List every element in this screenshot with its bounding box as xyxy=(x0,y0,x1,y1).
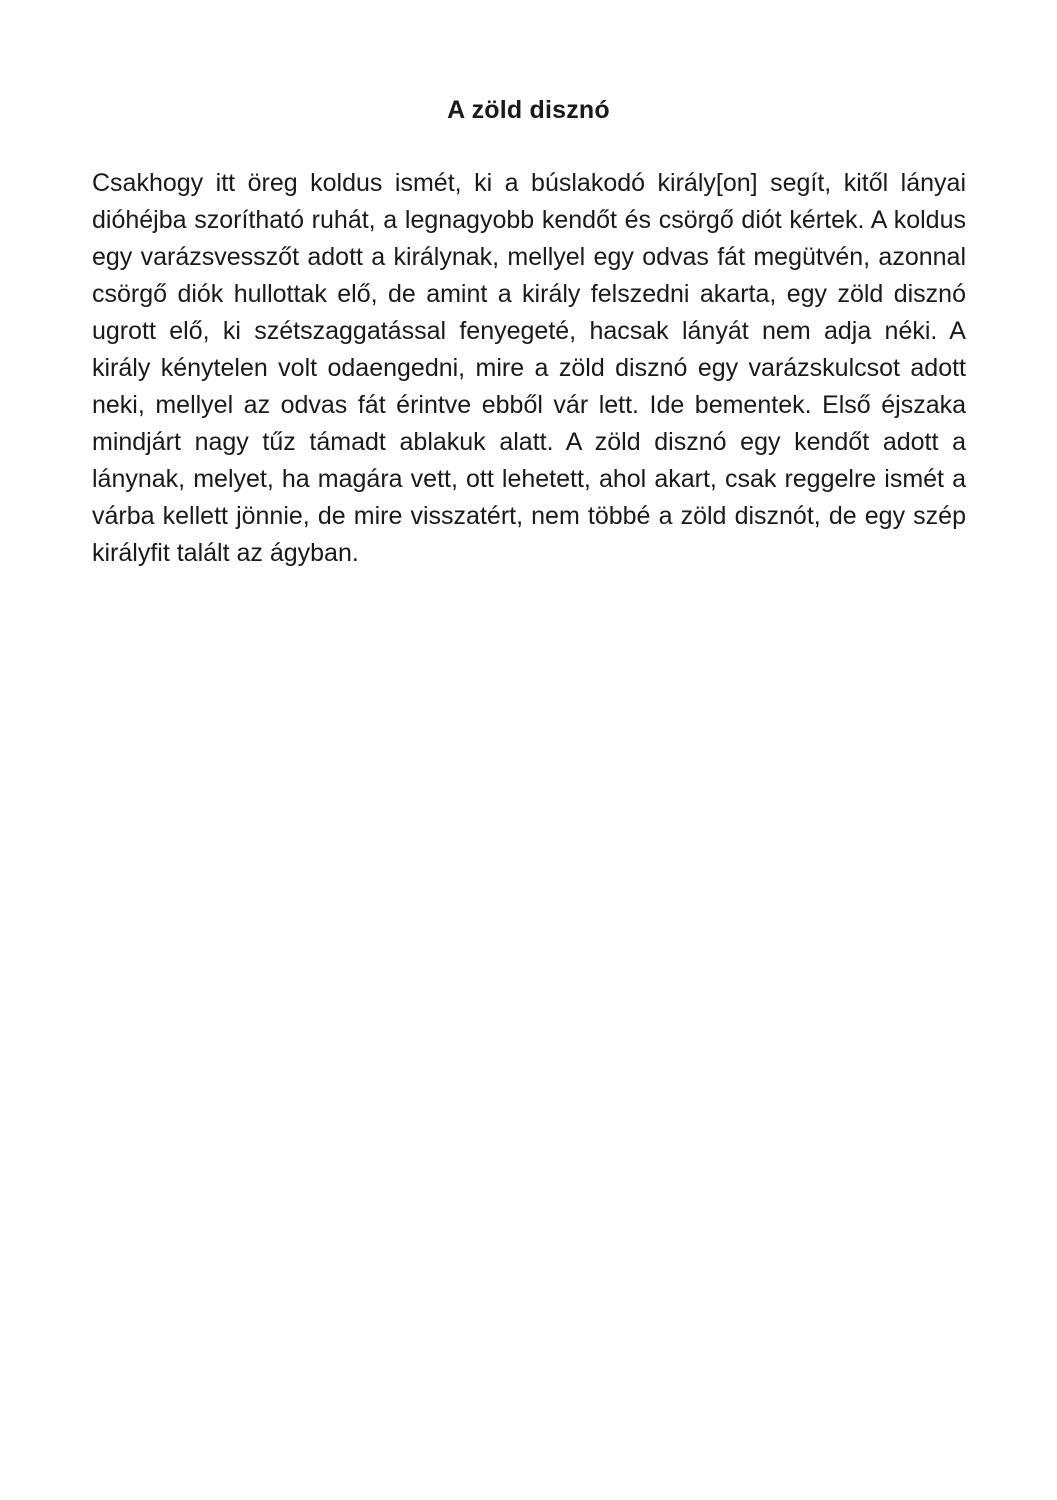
document-paragraph: Csakhogy itt öreg koldus ismét, ki a búslakodó király[on] segít, kitől lányai dióhéjba szorítható ruhát, a legnagyobb kendőt és csörgő diót kértek. A koldus egy varázsvesszőt adott a királynak, mellyel egy odvas fát megütvén, azonnal csörgő diók hullottak elő, de amint a király felszedni akarta, egy zöld disznó ugrott elő, ki szétszaggatással fenyegeté, hacsak lányát nem adja néki. A király kénytelen volt odaengedni, mire a zöld disznó egy varázskulcsot adott neki, mellyel az odvas fát érintve ebből vár lett. Ide bementek. Első éjszaka mindjárt nagy tűz támadt ablakuk alatt. A zöld disznó egy kendőt adott a lánynak, melyet, ha magára vett, ott lehetett, ahol akart, csak reggelre ismét a várba kellett jönnie, de mire visszatért, nem többé a zöld disznót, de egy szép királyfit talált az ágyban. xyxy=(92,169,966,567)
document-title: A zöld disznó xyxy=(447,96,610,124)
